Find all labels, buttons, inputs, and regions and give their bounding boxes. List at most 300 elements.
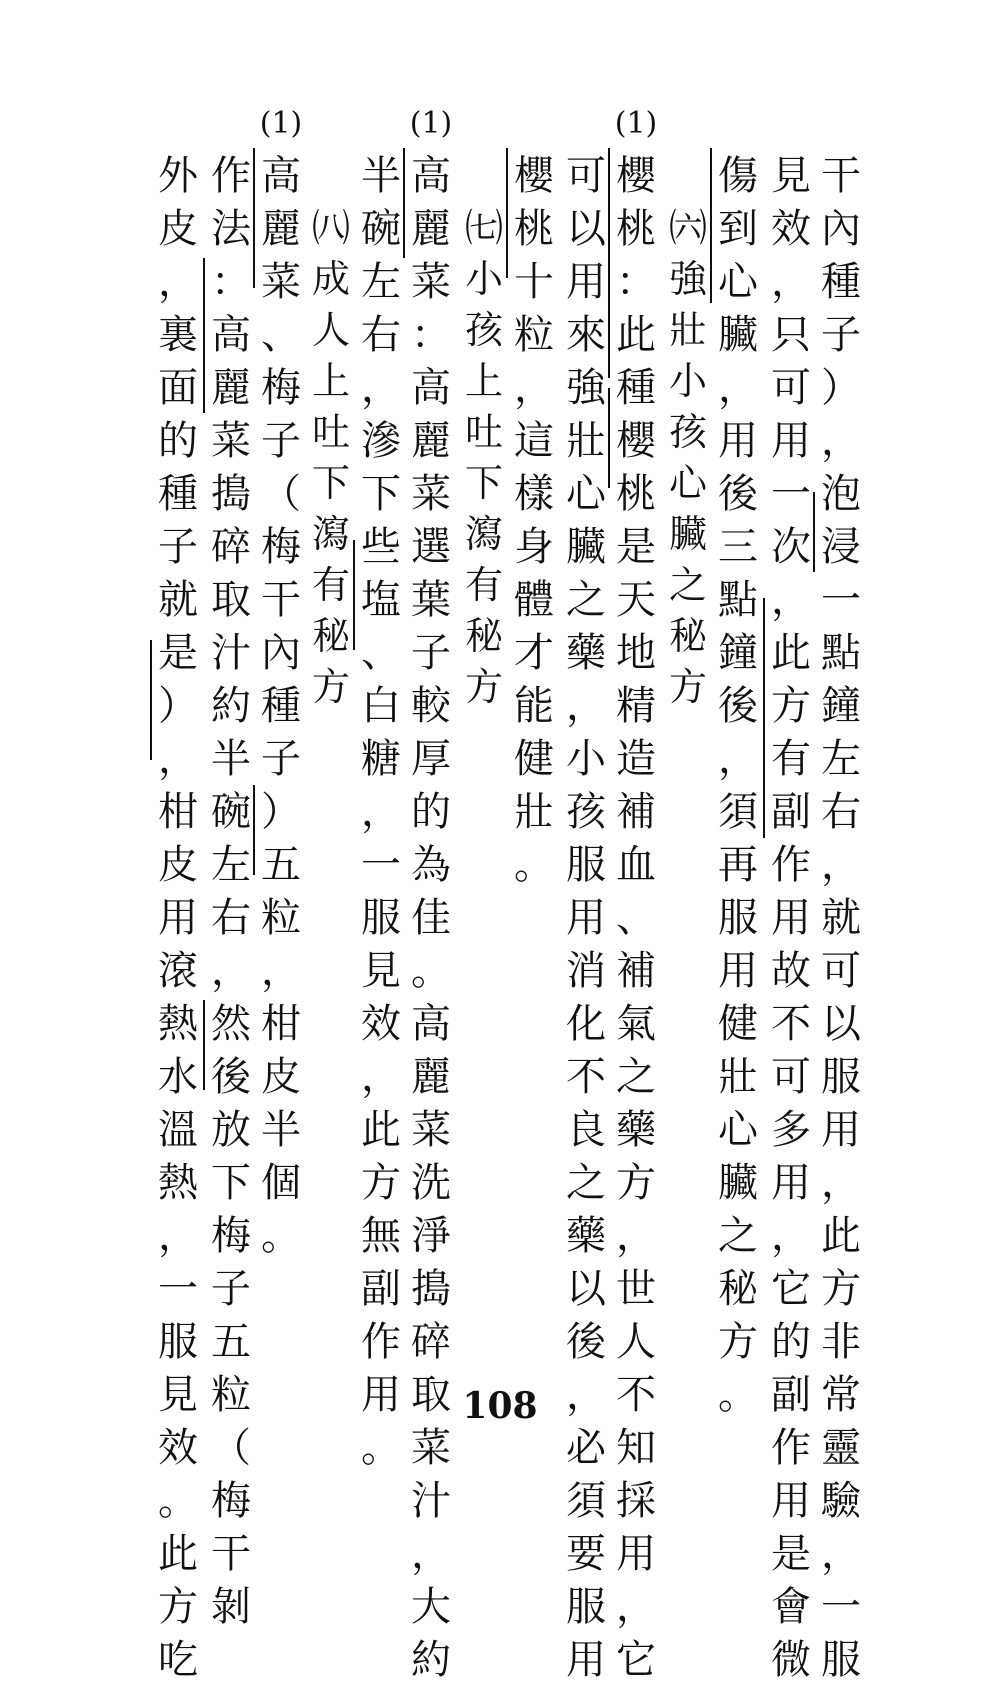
text-char: 約 [411, 1637, 451, 1683]
text-char: 粒 [514, 312, 554, 358]
text-char: 樣 [514, 471, 554, 517]
text-char: ㈦ [464, 206, 503, 250]
text-char: 柑 [158, 789, 198, 835]
side-rule [813, 492, 815, 572]
text-char: 之 [718, 1213, 758, 1259]
text-char: 補 [616, 789, 656, 835]
section-heading-column [458, 203, 510, 713]
text-char: 右 [821, 789, 861, 835]
text-char: 一 [158, 1266, 198, 1312]
text-char: ， [158, 736, 198, 782]
text-char: 可 [821, 948, 861, 994]
text-char: ， [718, 365, 758, 411]
text-char: ， [361, 1054, 401, 1100]
text-char: 吐 [464, 410, 503, 454]
text-char: 造 [616, 736, 656, 782]
text-char: 小 [668, 359, 707, 403]
text-char: 服 [158, 1319, 198, 1365]
text-char: 不 [616, 1372, 656, 1418]
text-char: 、 [616, 895, 656, 941]
side-rule [353, 540, 355, 650]
text-char: 干 [261, 577, 301, 623]
text-char: 以 [566, 1266, 606, 1312]
text-char: 秘 [718, 1266, 758, 1312]
text-char: 用 [566, 895, 606, 941]
text-char: 吐 [311, 410, 350, 454]
text-char: 須 [718, 789, 758, 835]
text-char: ， [411, 1531, 451, 1577]
text-char: 強 [566, 365, 606, 411]
text-char: 下 [464, 461, 503, 505]
text-char: 種 [616, 365, 656, 411]
text-char: 此 [361, 1107, 401, 1153]
text-char: 效 [771, 206, 811, 252]
text-char: 用 [158, 895, 198, 941]
text-char: 洗 [411, 1160, 451, 1206]
text-char: 就 [821, 895, 861, 941]
text-char: 方 [668, 665, 707, 709]
text-char: 世 [616, 1266, 656, 1312]
text-char: 瀉 [311, 512, 350, 556]
text-char: 靈 [821, 1425, 861, 1471]
text-char: ， [771, 259, 811, 305]
side-rule [763, 598, 765, 838]
text-char: 汁 [211, 630, 251, 676]
text-char: 要 [566, 1531, 606, 1577]
text-char: 健 [718, 1001, 758, 1047]
text-char: 見 [158, 1372, 198, 1418]
text-char: 麗 [411, 418, 451, 464]
text-char: 藥 [566, 630, 606, 676]
text-char: 取 [411, 1372, 451, 1418]
text-char: 壯 [514, 789, 554, 835]
text-char: 大 [411, 1584, 451, 1630]
text-char: 梅 [211, 1213, 251, 1259]
text-char: 秘 [311, 614, 350, 658]
text-char: ， [158, 1213, 198, 1259]
text-char: 作 [211, 153, 251, 199]
text-char: 裏 [158, 312, 198, 358]
side-rule [608, 388, 610, 488]
text-char: 五 [211, 1319, 251, 1365]
text-char: 汁 [411, 1478, 451, 1524]
text-char: 桃 [514, 206, 554, 252]
text-char: 梅 [261, 524, 301, 570]
text-char: 體 [514, 577, 554, 623]
text-char: 心 [718, 1107, 758, 1153]
text-char: 有 [311, 563, 350, 607]
text-char: 到 [718, 206, 758, 252]
text-char: 方 [464, 665, 503, 709]
text-char: 心 [718, 259, 758, 305]
text-column [765, 150, 817, 1687]
text-char: 桃 [616, 471, 656, 517]
side-rule [253, 785, 255, 875]
text-char: 種 [261, 683, 301, 729]
text-char: 方 [718, 1319, 758, 1365]
text-char: 干 [821, 153, 861, 199]
text-char: 小 [566, 736, 606, 782]
text-char: 碗 [361, 206, 401, 252]
text-char: （ [261, 471, 301, 517]
text-char: 皮 [261, 1054, 301, 1100]
text-char: 高 [261, 153, 301, 199]
text-char: 用 [361, 1372, 401, 1418]
text-char: 熱 [158, 1160, 198, 1206]
text-char: 是 [158, 630, 198, 676]
text-char: 藥 [566, 1213, 606, 1259]
text-char: 知 [616, 1425, 656, 1471]
text-char: 的 [411, 789, 451, 835]
text-column [355, 150, 407, 1475]
side-rule [203, 258, 205, 413]
text-char: 服 [361, 895, 401, 941]
text-char: 必 [566, 1425, 606, 1471]
text-char: ， [771, 577, 811, 623]
text-char: 是 [616, 524, 656, 570]
text-char: 方 [361, 1160, 401, 1206]
text-char: 滾 [158, 948, 198, 994]
text-char: 化 [566, 1001, 606, 1047]
text-char: 。 [361, 1425, 401, 1471]
text-char: 。 [718, 1372, 758, 1418]
text-char: 氣 [616, 1001, 656, 1047]
text-char: 孩 [464, 308, 503, 352]
text-char: 子 [261, 736, 301, 782]
text-char: 來 [566, 312, 606, 358]
text-char: 故 [771, 948, 811, 994]
text-char: 選 [411, 524, 451, 570]
text-char: 水 [158, 1054, 198, 1100]
text-char: 方 [771, 683, 811, 729]
text-char: 糖 [361, 736, 401, 782]
text-char: 下 [211, 1160, 251, 1206]
text-char: 柑 [261, 1001, 301, 1047]
text-char: ， [158, 259, 198, 305]
text-char: ㈧ [311, 206, 350, 250]
text-char: 須 [566, 1478, 606, 1524]
text-char: 法 [211, 206, 251, 252]
text-char: ， [771, 1213, 811, 1259]
text-column [152, 150, 204, 1687]
text-char: 後 [718, 683, 758, 729]
item-number-marker: (1) [409, 106, 453, 141]
text-char: 非 [821, 1319, 861, 1365]
text-char: 再 [718, 842, 758, 888]
text-column [712, 150, 764, 1422]
text-char: 用 [771, 418, 811, 464]
text-char: 能 [514, 683, 554, 729]
text-char: 只 [771, 312, 811, 358]
text-char: 菜 [411, 1425, 451, 1471]
text-char: 它 [771, 1266, 811, 1312]
text-char: 梅 [211, 1478, 251, 1524]
text-char: 地 [616, 630, 656, 676]
text-char: 服 [821, 1637, 861, 1683]
text-char: （ [211, 1425, 251, 1471]
text-char: ） [821, 365, 861, 411]
text-char: 滲 [361, 418, 401, 464]
text-char: ， [616, 1213, 656, 1259]
text-char: 內 [261, 630, 301, 676]
text-char: 用 [566, 259, 606, 305]
section-heading-column [305, 203, 357, 713]
text-column [610, 150, 662, 1687]
text-char: ： [411, 312, 451, 358]
text-char: 粒 [261, 895, 301, 941]
text-char: 十 [514, 259, 554, 305]
text-char: 服 [821, 1054, 861, 1100]
text-column [405, 150, 457, 1687]
text-char: 櫻 [616, 153, 656, 199]
text-char: 面 [158, 365, 198, 411]
text-char: 半 [211, 736, 251, 782]
text-char: 成 [311, 257, 350, 301]
text-char: ， [566, 1372, 606, 1418]
text-char: 秘 [464, 614, 503, 658]
text-char: 些 [361, 524, 401, 570]
text-char: 半 [261, 1107, 301, 1153]
text-char: 半 [361, 153, 401, 199]
text-char: 副 [361, 1266, 401, 1312]
text-char: 秘 [668, 614, 707, 658]
text-char: 左 [211, 842, 251, 888]
text-char: 此 [616, 312, 656, 358]
text-char: 方 [616, 1160, 656, 1206]
text-char: 較 [411, 683, 451, 729]
text-char: 下 [361, 471, 401, 517]
text-char: 三 [718, 524, 758, 570]
text-char: 用 [718, 418, 758, 464]
text-char: 點 [821, 630, 861, 676]
text-char: 作 [771, 842, 811, 888]
text-char: 高 [411, 153, 451, 199]
side-rule [506, 148, 508, 278]
text-char: 驗 [821, 1478, 861, 1524]
text-char: 內 [821, 206, 861, 252]
text-char: 個 [261, 1160, 301, 1206]
text-char: 碎 [211, 524, 251, 570]
text-char: ： [616, 259, 656, 305]
text-char: 心 [566, 471, 606, 517]
text-char: 右 [361, 312, 401, 358]
text-char: 菜 [261, 259, 301, 305]
text-char: 壯 [668, 308, 707, 352]
text-char: 才 [514, 630, 554, 676]
text-char: 服 [718, 895, 758, 941]
text-char: 小 [464, 257, 503, 301]
text-char: 作 [361, 1319, 401, 1365]
text-char: 。 [158, 1478, 198, 1524]
text-char: 效 [361, 1001, 401, 1047]
text-char: 桃 [616, 206, 656, 252]
side-rule [203, 1000, 205, 1090]
text-char: 方 [311, 665, 350, 709]
text-char: 之 [668, 563, 707, 607]
text-char: 之 [566, 1160, 606, 1206]
text-char: 、 [361, 630, 401, 676]
text-char: 會 [771, 1584, 811, 1630]
text-char: 搗 [411, 1266, 451, 1312]
text-char: 有 [464, 563, 503, 607]
item-number-marker: (1) [259, 106, 303, 141]
text-char: 剝 [211, 1584, 251, 1630]
text-char: 孩 [566, 789, 606, 835]
text-char: 用 [616, 1531, 656, 1577]
text-char: 麗 [411, 1054, 451, 1100]
text-char: ， [566, 683, 606, 729]
text-char: 一 [361, 842, 401, 888]
text-char: 點 [718, 577, 758, 623]
text-char: 用 [771, 1160, 811, 1206]
text-char: 子 [411, 630, 451, 676]
text-char: 然 [211, 1001, 251, 1047]
text-char: 一 [821, 577, 861, 623]
text-char: 副 [771, 1372, 811, 1418]
text-char: 子 [821, 312, 861, 358]
text-char: 種 [821, 259, 861, 305]
text-char: 外 [158, 153, 198, 199]
text-char: 菜 [411, 1107, 451, 1153]
text-char: 右 [211, 895, 251, 941]
text-char: 上 [464, 359, 503, 403]
text-char: ， [616, 1584, 656, 1630]
text-column [815, 150, 867, 1687]
text-char: 見 [771, 153, 811, 199]
text-char: 此 [771, 630, 811, 676]
text-char: 後 [718, 471, 758, 517]
text-char: 佳 [411, 895, 451, 941]
text-char: 可 [771, 1054, 811, 1100]
text-char: 碎 [411, 1319, 451, 1365]
text-char: 健 [514, 736, 554, 782]
text-char: 人 [311, 308, 350, 352]
text-char: 一 [771, 471, 811, 517]
text-char: ） [158, 683, 198, 729]
text-char: 次 [771, 524, 811, 570]
text-char: 左 [821, 736, 861, 782]
text-char: 多 [771, 1107, 811, 1153]
text-char: 菜 [411, 259, 451, 305]
text-char: 人 [616, 1319, 656, 1365]
text-char: 碗 [211, 789, 251, 835]
text-char: 皮 [158, 206, 198, 252]
text-char: 鐘 [821, 683, 861, 729]
text-column [255, 150, 307, 1263]
text-char: 麗 [411, 206, 451, 252]
side-rule [608, 148, 610, 378]
text-char: 、 [261, 312, 301, 358]
text-char: 櫻 [616, 418, 656, 464]
text-char: 櫻 [514, 153, 554, 199]
text-char: 藥 [616, 1107, 656, 1153]
text-char: 白 [361, 683, 401, 729]
text-char: 可 [566, 153, 606, 199]
text-char: 菜 [211, 418, 251, 464]
text-char: 約 [211, 683, 251, 729]
text-char: 孩 [668, 410, 707, 454]
text-char: 不 [771, 1001, 811, 1047]
text-char: ， [211, 948, 251, 994]
text-char: 臟 [718, 312, 758, 358]
text-char: ， [514, 365, 554, 411]
text-char: ， [821, 1531, 861, 1577]
text-char: 皮 [158, 842, 198, 888]
text-char: 五 [261, 842, 301, 888]
text-char: 壯 [718, 1054, 758, 1100]
text-char: 後 [211, 1054, 251, 1100]
text-char: 用 [771, 1478, 811, 1524]
text-char: ， [261, 948, 301, 994]
text-char: 的 [771, 1319, 811, 1365]
text-char: 用 [771, 895, 811, 941]
text-char: 高 [411, 365, 451, 411]
text-char: 服 [566, 1584, 606, 1630]
text-char: 菜 [411, 471, 451, 517]
text-char: ， [821, 1160, 861, 1206]
side-rule [253, 148, 255, 288]
text-column [508, 150, 560, 892]
text-char: 天 [616, 577, 656, 623]
text-char: ， [361, 789, 401, 835]
text-char: 塩 [361, 577, 401, 623]
text-char: 臟 [668, 512, 707, 556]
text-char: 浸 [821, 524, 861, 570]
section-heading-column [662, 203, 714, 713]
text-char: 鐘 [718, 630, 758, 676]
text-char: 高 [211, 312, 251, 358]
text-char: 梅 [261, 365, 301, 411]
text-char: 無 [361, 1213, 401, 1259]
text-char: 身 [514, 524, 554, 570]
text-column [560, 150, 612, 1687]
text-char: 此 [821, 1213, 861, 1259]
text-char: 效 [158, 1425, 198, 1471]
text-char: 熱 [158, 1001, 198, 1047]
text-char: 有 [771, 736, 811, 782]
text-char: 之 [566, 577, 606, 623]
text-char: 取 [211, 577, 251, 623]
text-char: 厚 [411, 736, 451, 782]
text-char: 見 [361, 948, 401, 994]
text-char: 強 [668, 257, 707, 301]
text-char: 臟 [566, 524, 606, 570]
text-char: 干 [211, 1531, 251, 1577]
text-char: ， [821, 842, 861, 888]
text-char: ， [361, 365, 401, 411]
item-number-marker: (1) [614, 106, 658, 141]
text-char: 微 [771, 1637, 811, 1683]
text-char: 高 [411, 1001, 451, 1047]
text-char: 服 [566, 842, 606, 888]
text-char: 粒 [211, 1372, 251, 1418]
text-char: ㈥ [668, 206, 707, 250]
text-char: 葉 [411, 577, 451, 623]
text-char: 它 [616, 1637, 656, 1683]
text-char: 淨 [411, 1213, 451, 1259]
text-char: 子 [211, 1266, 251, 1312]
text-char: 補 [616, 948, 656, 994]
text-char: 搗 [211, 471, 251, 517]
text-char: 。 [261, 1213, 301, 1259]
side-rule [150, 640, 152, 760]
text-char: 用 [566, 1637, 606, 1683]
text-char: 傷 [718, 153, 758, 199]
text-char: 子 [261, 418, 301, 464]
text-char: 用 [821, 1107, 861, 1153]
text-char: 麗 [211, 365, 251, 411]
side-rule [710, 148, 712, 303]
